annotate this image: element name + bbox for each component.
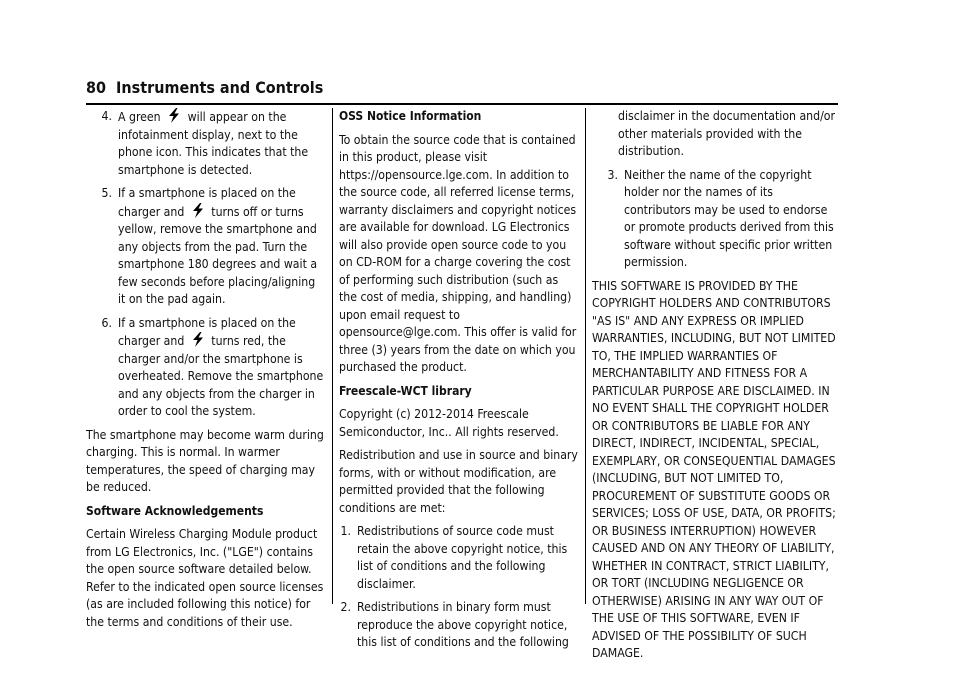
heading-software-acknowledgements: Software Acknowledgements — [86, 503, 264, 518]
list-text-pre: A green — [118, 110, 161, 124]
page-number: 80 — [86, 78, 107, 97]
paragraph-lge: Certain Wireless Charging Module product from LG Electronics, Inc. ("LGE") contains the open source software detailed below. Refer to the indicated open source licenses (as are included following this notice) for the terms and conditions of their use. — [86, 527, 324, 629]
list-number: 1. — [340, 524, 351, 538]
list-text-post: will appear on the infotainment display, next to the phone icon. This indicates that the smartphone is detected. — [118, 110, 309, 177]
list-item-4 — [86, 108, 326, 179]
list-number: 2. — [340, 600, 351, 614]
paragraph-obtain: To obtain the source code that is contained in this product, please visit https://opensource.lge.com. In addition to the source code, all referred license terms, warranty disclaimers and copyright notices are available for download. LG Electronics will also provide open source code to you on CD-ROM for a charge covering the cost of performing such distribution (such as the cost of media, shipping, and handling) upon email request to opensource@lge.com. This offer is valid for three (3) years from the date on which you purchased the product. — [339, 132, 577, 374]
list-number: 4. — [101, 109, 112, 123]
column-3 — [592, 108, 840, 669]
list-number: 3. — [607, 167, 618, 182]
list-text-post: turns red, the charger and/or the smartphone is overheated. Remove the smartphone and any objects from the charger in order to cool the system. — [118, 334, 324, 418]
paragraph-copyright: Copyright (c) 2012-2014 Freescale Semiconductor, Inc.. All rights reserved. — [339, 407, 559, 439]
condition-2 — [339, 599, 579, 652]
list-text-post: turns off or turns yellow, remove the smartphone and any objects from the pad. Turn the smartphone 180 degrees and wait a few seconds before placing/aligning it on the pad again. — [118, 204, 318, 306]
paragraph-warm: The smartphone may become warm during charging. This is normal. In warmer temperatures, the speed of charging may be reduced. — [86, 427, 324, 494]
lightning-bolt-icon — [166, 108, 182, 123]
heading-oss-notice: OSS Notice Information — [339, 109, 482, 123]
header-rule — [86, 103, 838, 105]
list-text: Redistributions of source code must retain the above copyright notice, this list of conditions and the following disclaimer. — [357, 524, 568, 591]
column-1 — [86, 108, 326, 637]
list-item-6 — [86, 315, 326, 421]
list-text-pre: If a smartphone is placed on the charger and — [118, 186, 296, 219]
paragraph-redistribution: Redistribution and use in source and binary forms, with or without modification, are permitted provided that the following conditions are met: — [339, 448, 578, 515]
page-title: Instruments and Controls — [116, 78, 324, 97]
list-number: 5. — [101, 186, 112, 200]
list-text-pre: If a smartphone is placed on the charger and — [118, 315, 296, 348]
column-divider-1 — [332, 108, 333, 604]
list-text: Redistributions in binary form must reproduce the above copyright notice, this list of conditions and the following — [357, 600, 569, 649]
lightning-bolt-icon — [190, 203, 206, 218]
condition-3 — [592, 167, 840, 272]
list-item-5 — [86, 185, 326, 309]
lightning-bolt-icon — [190, 332, 206, 347]
column-2 — [339, 108, 579, 658]
list-text: Neither the name of the copyright holder nor the names of its contributors may be used to endorse or promote products derived from this software without specific prior written permission. — [624, 167, 834, 269]
condition-2-continued: disclaimer in the documentation and/or other materials provided with the distribution. — [618, 109, 836, 158]
page-header — [86, 78, 323, 104]
list-number: 6. — [101, 315, 112, 330]
heading-freescale: Freescale-WCT library — [339, 383, 472, 398]
condition-1 — [339, 523, 579, 593]
paragraph-disclaimer: THIS SOFTWARE IS PROVIDED BY THE COPYRIGHT HOLDERS AND CONTRIBUTORS "AS IS" AND ANY EXPRESS OR IMPLIED WARRANTIES, INCLUDING, BUT NOT LIMITED TO, THE IMPLIED WARRANTIES OF MERCHANTABILITY AND FITNESS FOR A PARTICULAR PURPOSE ARE DISCLAIMED. IN NO EVENT SHALL THE COPYRIGHT HOLDER OR CONTRIBUTORS BE LIABLE FOR ANY DIRECT, INDIRECT, INCIDENTAL, SPECIAL, EXEMPLARY, OR CONSEQUENTIAL DAMAGES (INCLUDING, BUT NOT LIMITED TO, PROCUREMENT OF SUBSTITUTE GOODS OR SERVICES; LOSS OF USE, DATA, OR PROFITS; OR BUSINESS INTERRUPTION) HOWEVER CAUSED AND ON ANY THEORY OF LIABILITY, WHETHER IN CONTRACT, STRICT LIABILITY, OR TORT (INCLUDING NEGLIGENCE OR OTHERWISE) ARISING IN ANY WAY OUT OF THE USE OF THIS SOFTWARE, EVEN IF ADVISED OF THE POSSIBILITY OF SUCH DAMAGE. — [592, 278, 836, 660]
column-divider-2 — [585, 108, 586, 604]
